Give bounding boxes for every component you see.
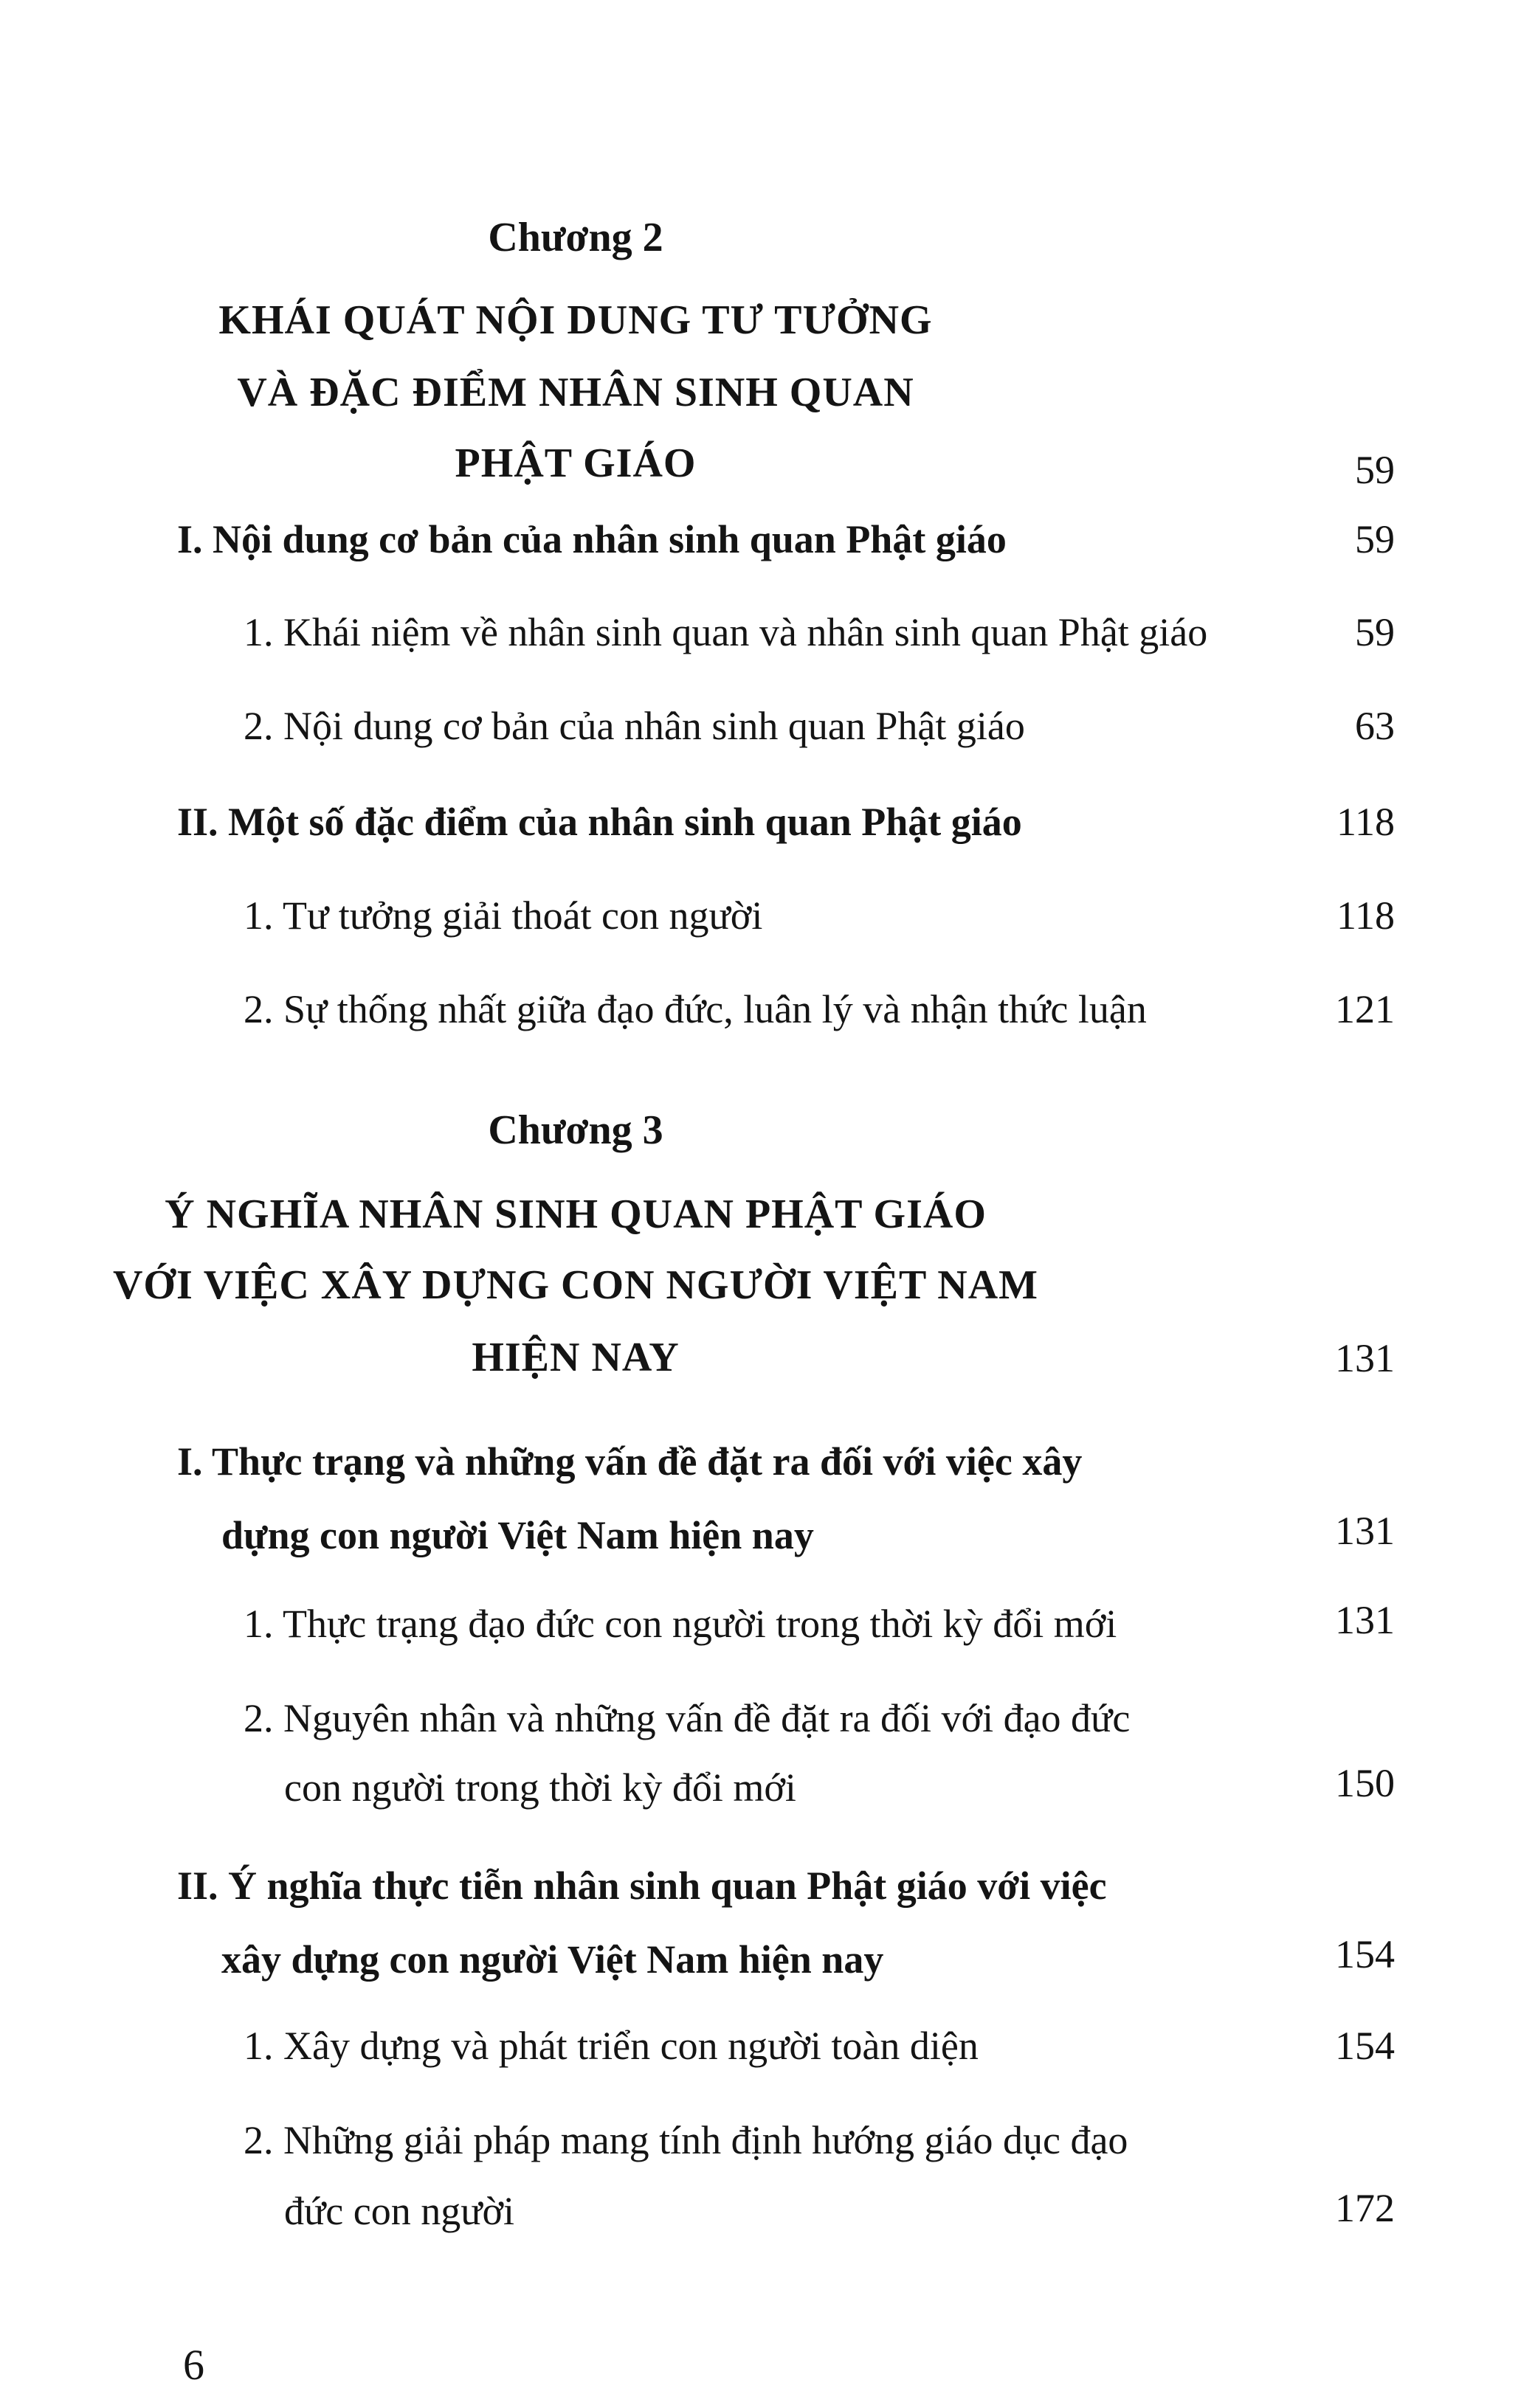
chapter-3-section-1-title-line-1: I. Thực trạng và những vấn đề đặt ra đối với việc xây bbox=[177, 1439, 1083, 1484]
chapter-3-title-line-2: VỚI VIỆC XÂY DỰNG CON NGƯỜI VIỆT NAM bbox=[112, 1262, 1039, 1308]
chapter-3-section-2-item-1: 1. Xây dựng và phát triển con người toàn diện bbox=[244, 2024, 979, 2068]
chapter-3-section-2-page: 154 bbox=[1335, 1932, 1395, 1976]
chapter-3-section-1-item-1: 1. Thực trạng đạo đức con người trong thời kỳ đổi mới bbox=[244, 1602, 1117, 1646]
chapter-2-section-2-item-2-page: 121 bbox=[1335, 987, 1395, 1031]
chapter-2-label: Chương 2 bbox=[488, 215, 663, 260]
chapter-3-section-2-title-line-1: II. Ý nghĩa thực tiễn nhân sinh quan Phật giáo với việc bbox=[177, 1864, 1107, 1908]
page-number: 6 bbox=[183, 2341, 204, 2389]
chapter-3-section-2-item-1-page: 154 bbox=[1335, 2024, 1395, 2068]
chapter-3-section-1-title-line-2: dựng con người Việt Nam hiện nay bbox=[221, 1513, 814, 1557]
chapter-3-section-1-item-2-page: 150 bbox=[1335, 1761, 1395, 1805]
chapter-2-section-2-item-1-page: 118 bbox=[1336, 893, 1395, 938]
chapter-3-label: Chương 3 bbox=[488, 1107, 663, 1153]
chapter-3-section-2-title-line-2: xây dựng con người Việt Nam hiện nay bbox=[221, 1937, 884, 1982]
chapter-2-title-line-3: PHẬT GIÁO bbox=[455, 440, 697, 486]
chapter-2-section-1-item-1: 1. Khái niệm về nhân sinh quan và nhân sinh quan Phật giáo bbox=[244, 610, 1208, 654]
chapter-2-section-2-page: 118 bbox=[1336, 800, 1395, 844]
chapter-2-section-1-title: I. Nội dung cơ bản của nhân sinh quan Phật giáo bbox=[177, 517, 1007, 561]
chapter-2-section-2-item-2: 2. Sự thống nhất giữa đạo đức, luân lý và nhận thức luận bbox=[244, 987, 1147, 1031]
chapter-3-page: 131 bbox=[1335, 1336, 1395, 1380]
chapter-3-section-1-item-2-line-1: 2. Nguyên nhân và những vấn đề đặt ra đối với đạo đức bbox=[244, 1696, 1131, 1740]
chapter-2-section-1-item-2-page: 63 bbox=[1355, 704, 1395, 748]
chapter-2-page: 59 bbox=[1355, 448, 1395, 492]
chapter-2-section-1-page: 59 bbox=[1355, 517, 1395, 561]
chapter-3-section-1-item-1-page: 131 bbox=[1335, 1598, 1395, 1642]
chapter-3-section-1-page: 131 bbox=[1335, 1509, 1395, 1553]
chapter-2-section-1-item-1-page: 59 bbox=[1355, 610, 1395, 654]
chapter-2-section-2-item-1: 1. Tư tưởng giải thoát con người bbox=[244, 893, 763, 938]
chapter-3-section-2-item-2-line-1: 2. Những giải pháp mang tính định hướng giáo dục đạo bbox=[244, 2118, 1128, 2162]
chapter-2-title-line-1: KHÁI QUÁT NỘI DUNG TƯ TƯỞNG bbox=[218, 297, 933, 343]
chapter-2-section-2-title: II. Một số đặc điểm của nhân sinh quan Phật giáo bbox=[177, 800, 1022, 844]
chapter-3-title-line-3: HIỆN NAY bbox=[472, 1335, 680, 1380]
chapter-3-section-2-item-2-page: 172 bbox=[1335, 2186, 1395, 2230]
chapter-3-title-line-1: Ý NGHĨA NHÂN SINH QUAN PHẬT GIÁO bbox=[165, 1191, 987, 1237]
chapter-3-section-1-item-2-line-2: con người trong thời kỳ đổi mới bbox=[284, 1765, 796, 1810]
chapter-3-section-2-item-2-line-2: đức con người bbox=[284, 2189, 515, 2233]
chapter-2-section-1-item-2: 2. Nội dung cơ bản của nhân sinh quan Phật giáo bbox=[244, 704, 1025, 748]
chapter-2-title-line-2: VÀ ĐẶC ĐIỂM NHÂN SINH QUAN bbox=[237, 370, 914, 415]
